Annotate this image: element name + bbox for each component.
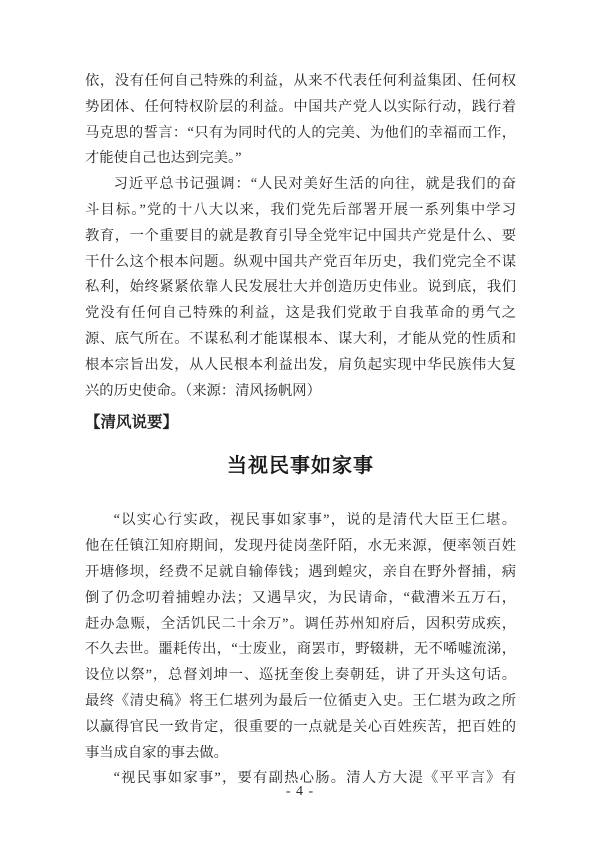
- text-line: 势团体、任何特权阶层的利益。中国共产党人以实际行动，践行着: [85, 98, 516, 115]
- article-continuation-text: [85, 69, 516, 404]
- paragraph: [85, 172, 516, 404]
- text-line: 倒了仍念叨着捕蝗办法；又遇旱灾，为民请命，“截漕米五万石，: [85, 589, 516, 606]
- text-line: 习近平总书记强调：“人民对美好生活的向往，就是我们的奋: [113, 176, 516, 193]
- article-body-text: [85, 508, 516, 792]
- text-line: 党没有任何自己特殊的利益，这是我们党敢于自我革命的勇气之: [85, 305, 516, 322]
- text-line: 源、底气所在。不谋私利才能谋根本、谋大利，才能从党的性质和: [85, 330, 516, 347]
- text-line: 兴的历史使命。（来源：清风扬帆网）: [85, 382, 321, 399]
- text-line: 不久去世。噩耗传出，“士废业，商罢市，野辍耕，无不唏嘘流涕，: [85, 641, 516, 658]
- text-line: 依，没有任何自己特殊的利益，从来不代表任何利益集团、任何权: [85, 73, 516, 89]
- text-line: 设位以祭”，总督刘坤一、巡抚奎俊上奏朝廷，讲了开头这句话。: [85, 667, 516, 684]
- text-line: 私利，始终紧紧依靠人民发展壮大并创造历史伟业。说到底，我们: [85, 279, 516, 296]
- text-line: 他在任镇江知府期间，发现丹徒岗垄阡陌，水无来源，便率领百姓: [85, 538, 516, 555]
- paragraph: [85, 508, 516, 766]
- text-line: 开塘修坝，经费不足就自输俸钱；遇到蝗灾，亲自在野外督捕，病: [85, 563, 516, 580]
- text-line: 赶办急赈，全活饥民二十余万”。调任苏州知府后，因积劳成疾，: [85, 615, 516, 632]
- text-line: 根本宗旨出发，从人民根本利益出发，肩负起实现中华民族伟大复: [85, 356, 516, 373]
- section-label: 【清风说要】: [85, 414, 179, 432]
- paragraph: [85, 69, 516, 172]
- text-line: 最终《清史稿》将王仁堪列为最后一位循吏入史。王仁堪为政之所: [85, 692, 516, 709]
- page-content: [85, 69, 516, 792]
- article-title: 当视民事如家事: [227, 455, 374, 478]
- text-line: 才能使自己也达到完美。”: [85, 150, 242, 167]
- text-line: 斗目标。”党的十八大以来，我们党先后部署开展一系列集中学习: [85, 201, 516, 218]
- page-number: - 4 -: [285, 784, 315, 799]
- text-line: 事当成自家的事去做。: [85, 744, 228, 761]
- text-line: 以赢得官民一致肯定，很重要的一点就是关心百姓疾苦，把百姓的: [85, 718, 516, 735]
- text-line: “视民事如家事”，要有副热心肠。清人方大湜《平平言》有: [113, 770, 516, 787]
- text-line: 干什么这个根本问题。纵观中国共产党百年历史，我们党完全不谋: [85, 253, 516, 270]
- text-line: 马克思的誓言：“只有为同时代的人的完美、为他们的幸福而工作，: [85, 124, 516, 141]
- text-line: “以实心行实政，视民事如家事”，说的是清代大臣王仁堪。: [113, 512, 516, 529]
- text-line: 教育，一个重要目的就是教育引导全党牢记中国共产党是什么、要: [85, 227, 516, 244]
